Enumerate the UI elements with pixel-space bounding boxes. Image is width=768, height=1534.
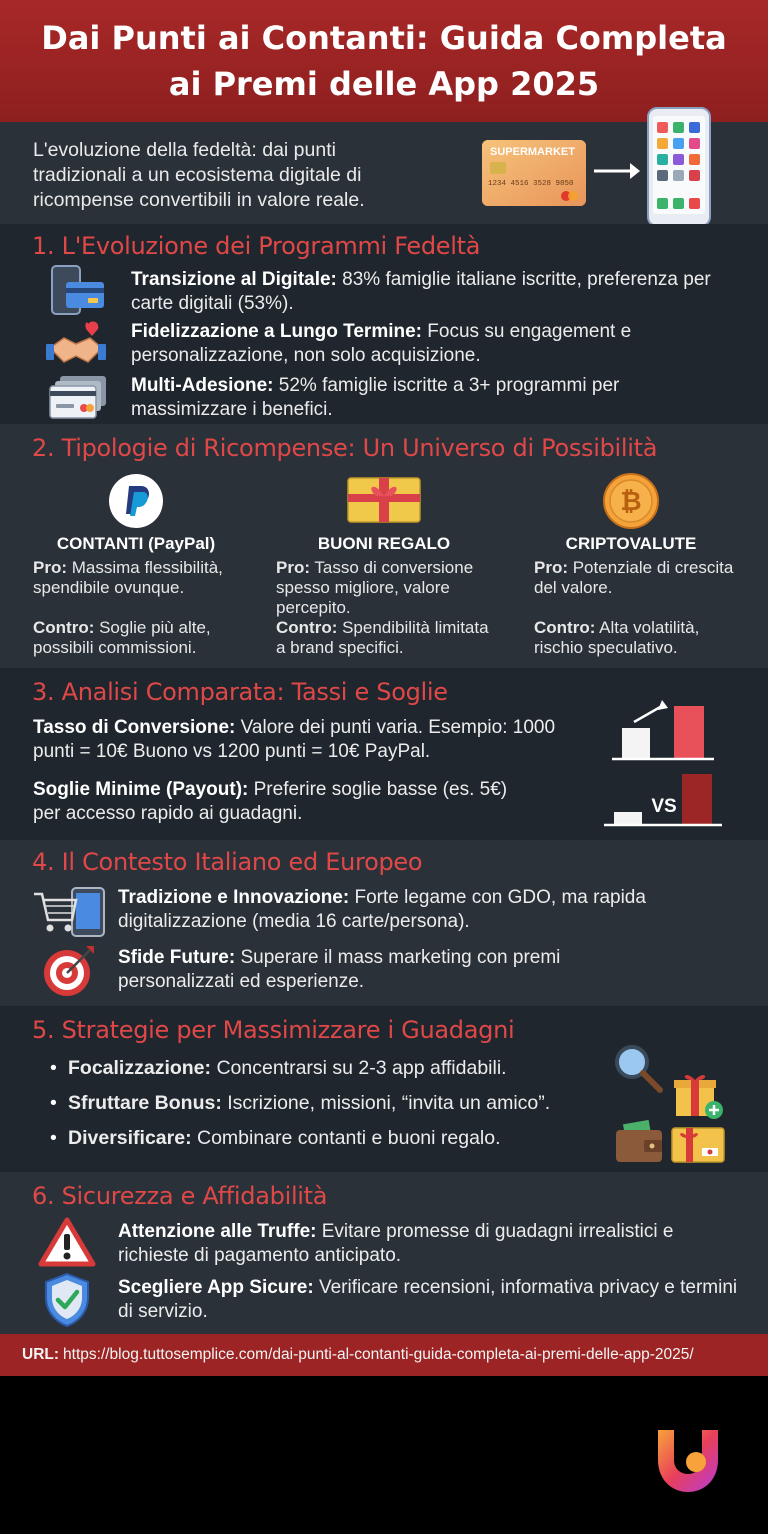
col-crypto-pro: Pro: Potenziale di crescita del valore. — [534, 558, 734, 597]
section-security — [0, 1172, 768, 1334]
smartphone-apps-icon — [646, 106, 712, 228]
url-link[interactable]: https://blog.tuttosemplice.com/dai-punti-al-contanti-guida-completa-ai-premi-delle-app-2025/ — [63, 1346, 694, 1363]
col-crypto-con: Contro: Alta volatilità, rischio speculativo. — [534, 618, 700, 657]
loyalty-card-icon — [480, 138, 588, 208]
page-title: Dai Punti ai Contanti: Guida Completa ai Premi delle App 2025 — [41, 19, 727, 103]
target-icon — [42, 944, 96, 998]
section4-item-tradition: Tradizione e Innovazione: Forte legame con GDO, ma rapida digitalizzazione (media 16 carte/persona). — [118, 887, 646, 932]
col-cash-pro: Pro: Massima flessibilità, spendibile ovunque. — [33, 558, 223, 597]
section3-item-rate: Tasso di Conversione: Valore dei punti varia. Esempio: 1000 punti = 10€ Buono vs 1200 punti = 10€ PayPal. — [33, 717, 556, 762]
conversion-bars-icon — [608, 698, 718, 762]
section3-item-threshold: Soglie Minime (Payout): Preferire soglie basse (es. 5€) per accesso rapido ai guadagni. — [33, 779, 508, 824]
col-gift-title: BUONI REGALO — [317, 534, 451, 553]
section4-item-future: Sfide Future: Superare il mass marketing con premi personalizzati ed esperienze. — [118, 947, 561, 992]
section-italian-context — [0, 840, 768, 1006]
section-evolution — [0, 224, 768, 424]
section6-item-scams: Attenzione alle Truffe: Evitare promesse di guadagni irrealistici e richieste di pagamento anticipato. — [118, 1221, 674, 1266]
svg-text:₿: ₿ — [620, 487, 642, 517]
header-banner — [0, 0, 768, 122]
section1-title: 1. L'Evoluzione dei Programmi Fedeltà — [32, 232, 481, 260]
col-cash-con: Contro: Soglie più alte, possibili commissioni. — [33, 618, 211, 657]
magnifier-icon — [612, 1042, 664, 1094]
section5-item-focus: • Focalizzazione: Concentrarsi su 2-3 app affidabili. — [52, 1056, 507, 1080]
cart-tablet-icon — [32, 886, 106, 940]
col-gift-con: Contro: Spendibilità limitata a brand specifici. — [276, 618, 489, 657]
section6-title: 6. Sicurezza e Affidabilità — [32, 1182, 328, 1210]
section5-item-diversify: • Diversificare: Combinare contanti e buoni regalo. — [52, 1126, 501, 1150]
col-cash-title: CONTANTI (PayPal) — [56, 534, 216, 553]
gift-plus-icon — [672, 1070, 726, 1120]
col-gift-pro: Pro: Tasso di conversione spesso migliore, valore percepito. — [276, 558, 474, 617]
arrow-right-icon — [592, 160, 642, 182]
shield-check-icon — [42, 1272, 92, 1328]
section5-title: 5. Strategie per Massimizzare i Guadagni — [32, 1016, 515, 1044]
section4-title: 4. Il Contesto Italiano ed Europeo — [32, 848, 423, 876]
warning-icon — [38, 1216, 96, 1268]
url-label: URL: — [22, 1346, 60, 1363]
section2-title: 2. Tipologie di Ricompense: Un Universo di Possibilità — [32, 434, 658, 462]
smartphone-card-icon — [48, 264, 108, 316]
section-strategies — [0, 1006, 768, 1172]
wallet-icon — [614, 1118, 664, 1166]
brand-logo-icon — [652, 1424, 724, 1496]
url-bar — [0, 1334, 768, 1376]
vs-label: VS — [651, 796, 677, 817]
section6-item-safe-apps: Scegliere App Sicure: Verificare recensioni, informativa privacy e termini di servizio. — [118, 1277, 738, 1322]
gift-voucher-icon — [670, 1124, 726, 1166]
bitcoin-icon — [602, 472, 660, 530]
section5-item-bonus: • Sfruttare Bonus: Iscrizione, missioni, “invita un amico”. — [52, 1091, 550, 1115]
cards-stack-icon — [48, 374, 108, 420]
section1-item-multi: Multi-Adesione: 52% famiglie iscritte a 3+ programmi per massimizzare i benefici. — [131, 375, 620, 420]
section-comparison — [0, 668, 768, 840]
card-number: 1234 4516 3528 9850 — [488, 180, 574, 188]
paypal-icon — [107, 472, 165, 530]
section1-item-loyalty: Fidelizzazione a Lungo Termine: Focus su engagement e personalizzazione, non solo acquisizione. — [131, 321, 632, 366]
handshake-heart-icon — [46, 320, 106, 368]
card-brand: SUPERMARKET — [490, 146, 575, 158]
gift-card-icon — [346, 474, 422, 524]
section-reward-types — [0, 424, 768, 668]
threshold-vs-icon — [600, 770, 726, 828]
col-crypto-title: CRIPTOVALUTE — [565, 534, 697, 553]
intro-section — [0, 122, 768, 224]
intro-text: L'evoluzione della fedeltà: dai punti tradizionali a un ecosistema digitale di ricompense convertibili in valore reale. — [33, 139, 365, 211]
section1-item-digital: Transizione al Digitale: 83% famiglie italiane iscritte, preferenza per carte digitali (53%). — [131, 269, 711, 314]
section3-title: 3. Analisi Comparata: Tassi e Soglie — [32, 678, 448, 706]
